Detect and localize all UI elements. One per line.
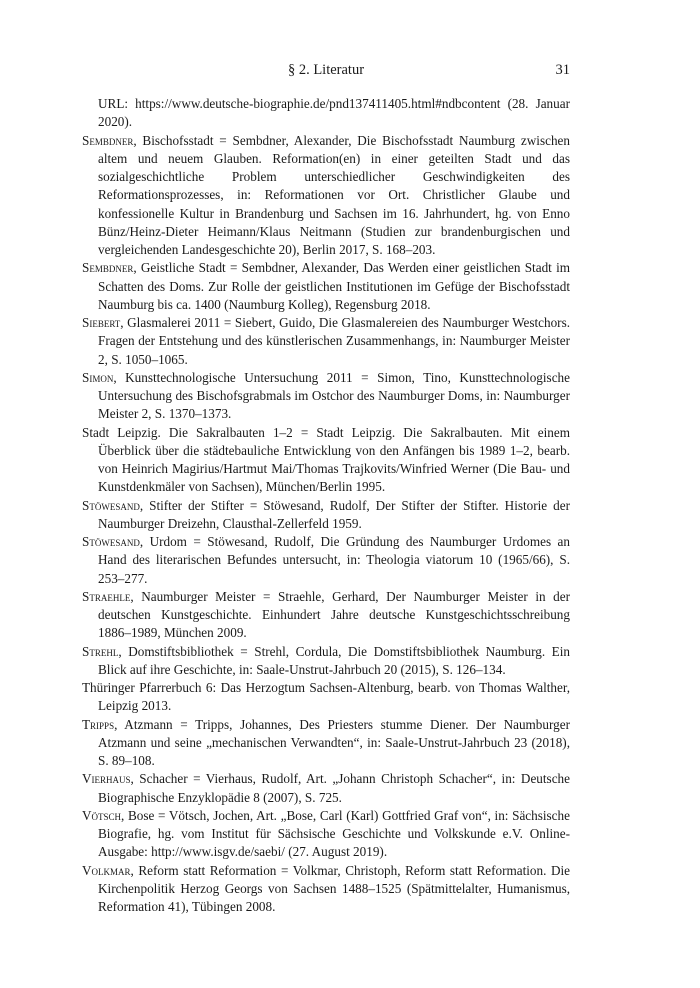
entry-text: , Kunsttechnologische Untersuchung 2011 = Simon, Tino, Kunsttechnologische Untersuchung des Bischofsgrabmals im Ostchor des Naumburger Doms, in: Naumburger Meister 2, S. 1370–1373. xyxy=(98,369,570,422)
bibliography-entry xyxy=(82,807,570,862)
bibliography-entry xyxy=(82,643,570,680)
bibliography xyxy=(82,95,570,916)
entry-key: Stöwesand xyxy=(82,497,140,513)
running-head xyxy=(82,62,570,82)
entry-text: Thüringer Pfarrerbuch 6: Das Herzogtum Sachsen-Altenburg, bearb. von Thomas Walther, Leipzig 2013. xyxy=(82,680,570,714)
entry-key: Vierhaus xyxy=(82,771,131,787)
bibliography-entry xyxy=(82,95,570,132)
bibliography-entry xyxy=(82,716,570,771)
entry-text: Stadt Leipzig. Die Sakralbauten 1–2 = Stadt Leipzig. Die Sakralbauten. Mit einem Überblick über die städtebauliche Entwicklung von den Anfängen bis 1989 1–2, bearb. von Heinrich Magirius/Hartmut Mai/Thomas Trajkovits/Winfried Werner (Die Bau- und Kunstdenkmäler von Sachsen), München/Berlin 1995. xyxy=(82,424,570,495)
bibliography-entry xyxy=(82,497,570,534)
entry-text: , Reform statt Reformation = Volkmar, Christoph, Reform statt Reformation. Die Kirchenpolitik Herzog Georgs von Sachsen 1488–1525 (Spätmittelalter, Humanismus, Reformation 41), Tübingen 2008. xyxy=(98,862,570,914)
entry-text: , Domstiftsbibliothek = Strehl, Cordula, Die Domstiftsbibliothek Naumburg. Ein Blick auf ihre Geschichte, in: Saale-Unstrut-Jahrbuch 20 (2015), S. 126–134. xyxy=(98,643,570,677)
entry-text: , Atzmann = Tripps, Johannes, Des Priesters stumme Diener. Der Naumburger Atzmann und seine „mechanischen Verwandten“, in: Saale-Unstrut-Jahrbuch 23 (2018), S. 89–108. xyxy=(98,716,570,768)
entry-text: , Stifter der Stifter = Stöwesand, Rudolf, Der Stifter der Stifter. Historie der Naumburger Dreizehn, Clausthal-Zellerfeld 1959. xyxy=(98,497,570,531)
bibliography-entry xyxy=(82,424,570,497)
entry-key: Siebert xyxy=(82,315,121,330)
page-number: 31 xyxy=(555,62,570,78)
bibliography-entry xyxy=(82,369,570,424)
entry-key: Tripps xyxy=(82,716,115,732)
bibliography-entry xyxy=(82,132,570,260)
entry-key: Sembdner xyxy=(82,260,134,276)
entry-key: Sembdner xyxy=(82,132,134,148)
entry-text: , Naumburger Meister = Straehle, Gerhard, Der Naumburger Meister in der deutschen Kunstgeschichte. Einhundert Jahre deutsche Kunstgeschichtsschreibung 1886–1989, München 2009. xyxy=(98,588,570,641)
bibliography-entry xyxy=(82,533,570,588)
document-page xyxy=(82,62,570,916)
entry-text: , Schacher = Vierhaus, Rudolf, Art. „Johann Christoph Schacher“, in: Deutsche Biographische Enzyklopädie 8 (2007), S. 725. xyxy=(98,771,570,805)
entry-key: Strehl xyxy=(82,643,119,659)
bibliography-entry xyxy=(82,588,570,643)
entry-key: Straehle xyxy=(82,588,131,604)
bibliography-entry xyxy=(82,862,570,917)
bibliography-entry xyxy=(82,679,570,716)
running-title: § 2. Literatur xyxy=(287,62,365,78)
entry-text: , Bose = Vötsch, Jochen, Art. „Bose, Carl (Karl) Gottfried Graf von“, in: Sächsische Biografie, hg. vom Institut für Sächsische Geschichte und Volkskunde e.V. Online-Ausgabe: http://www.isgv.de/saebi/ (27. August 2019). xyxy=(98,807,570,860)
entry-text: , Bischofsstadt = Sembdner, Alexander, Die Bischofsstadt Naumburg zwischen altem und neuem Glauben. Reformation(en) in einer geteilten Stadt und das sozialgeschichtliche Problem unterschiedlicher Geschwindigkeiten des Reformationsprozesses, in: Reformationen vor Ort. Christlicher Glaube und konfessionelle Kultur in Brandenburg und Sachsen im 16. Jahrhundert, hg. von Enno Bünz/Heinz-Dieter Heimann/Klaus Neitmann (Studien zur brandenburgischen und vergleichenden Landesgeschichte 20), Berlin 2017, S. 168–203. xyxy=(98,132,570,257)
entry-key: Vötsch xyxy=(82,807,122,823)
bibliography-entry xyxy=(82,314,570,369)
entry-key: Simon xyxy=(82,369,114,385)
entry-text: , Geistliche Stadt = Sembdner, Alexander, Das Werden einer geistlichen Stadt im Schatten des Doms. Zur Rolle der geistlichen Institutionen im Gefüge der Bischofsstadt Naumburg bis ca. 1400 (Naumburg Kolleg), Regensburg 2018. xyxy=(98,260,570,312)
entry-key: Volkmar xyxy=(82,862,131,878)
bibliography-entry xyxy=(82,259,570,314)
entry-text: , Urdom = Stöwesand, Rudolf, Die Gründung des Naumburger Urdomes an Hand des literarischen Befundes untersucht, in: Theologia viatorum 10 (1965/66), S. 253–277. xyxy=(98,534,570,586)
entry-key: Stöwesand xyxy=(82,534,140,549)
bibliography-entry xyxy=(82,770,570,807)
entry-text: URL: https://www.deutsche-biographie.de/pnd137411405.html#ndbcontent (28. Januar 2020). xyxy=(98,96,570,130)
entry-text: , Glasmalerei 2011 = Siebert, Guido, Die Glasmalereien des Naumburger Westchors. Fragen der Entstehung und des künstlerischen Zusammenhangs, in: Naumburger Meister 2, S. 1050–1065. xyxy=(98,315,570,367)
